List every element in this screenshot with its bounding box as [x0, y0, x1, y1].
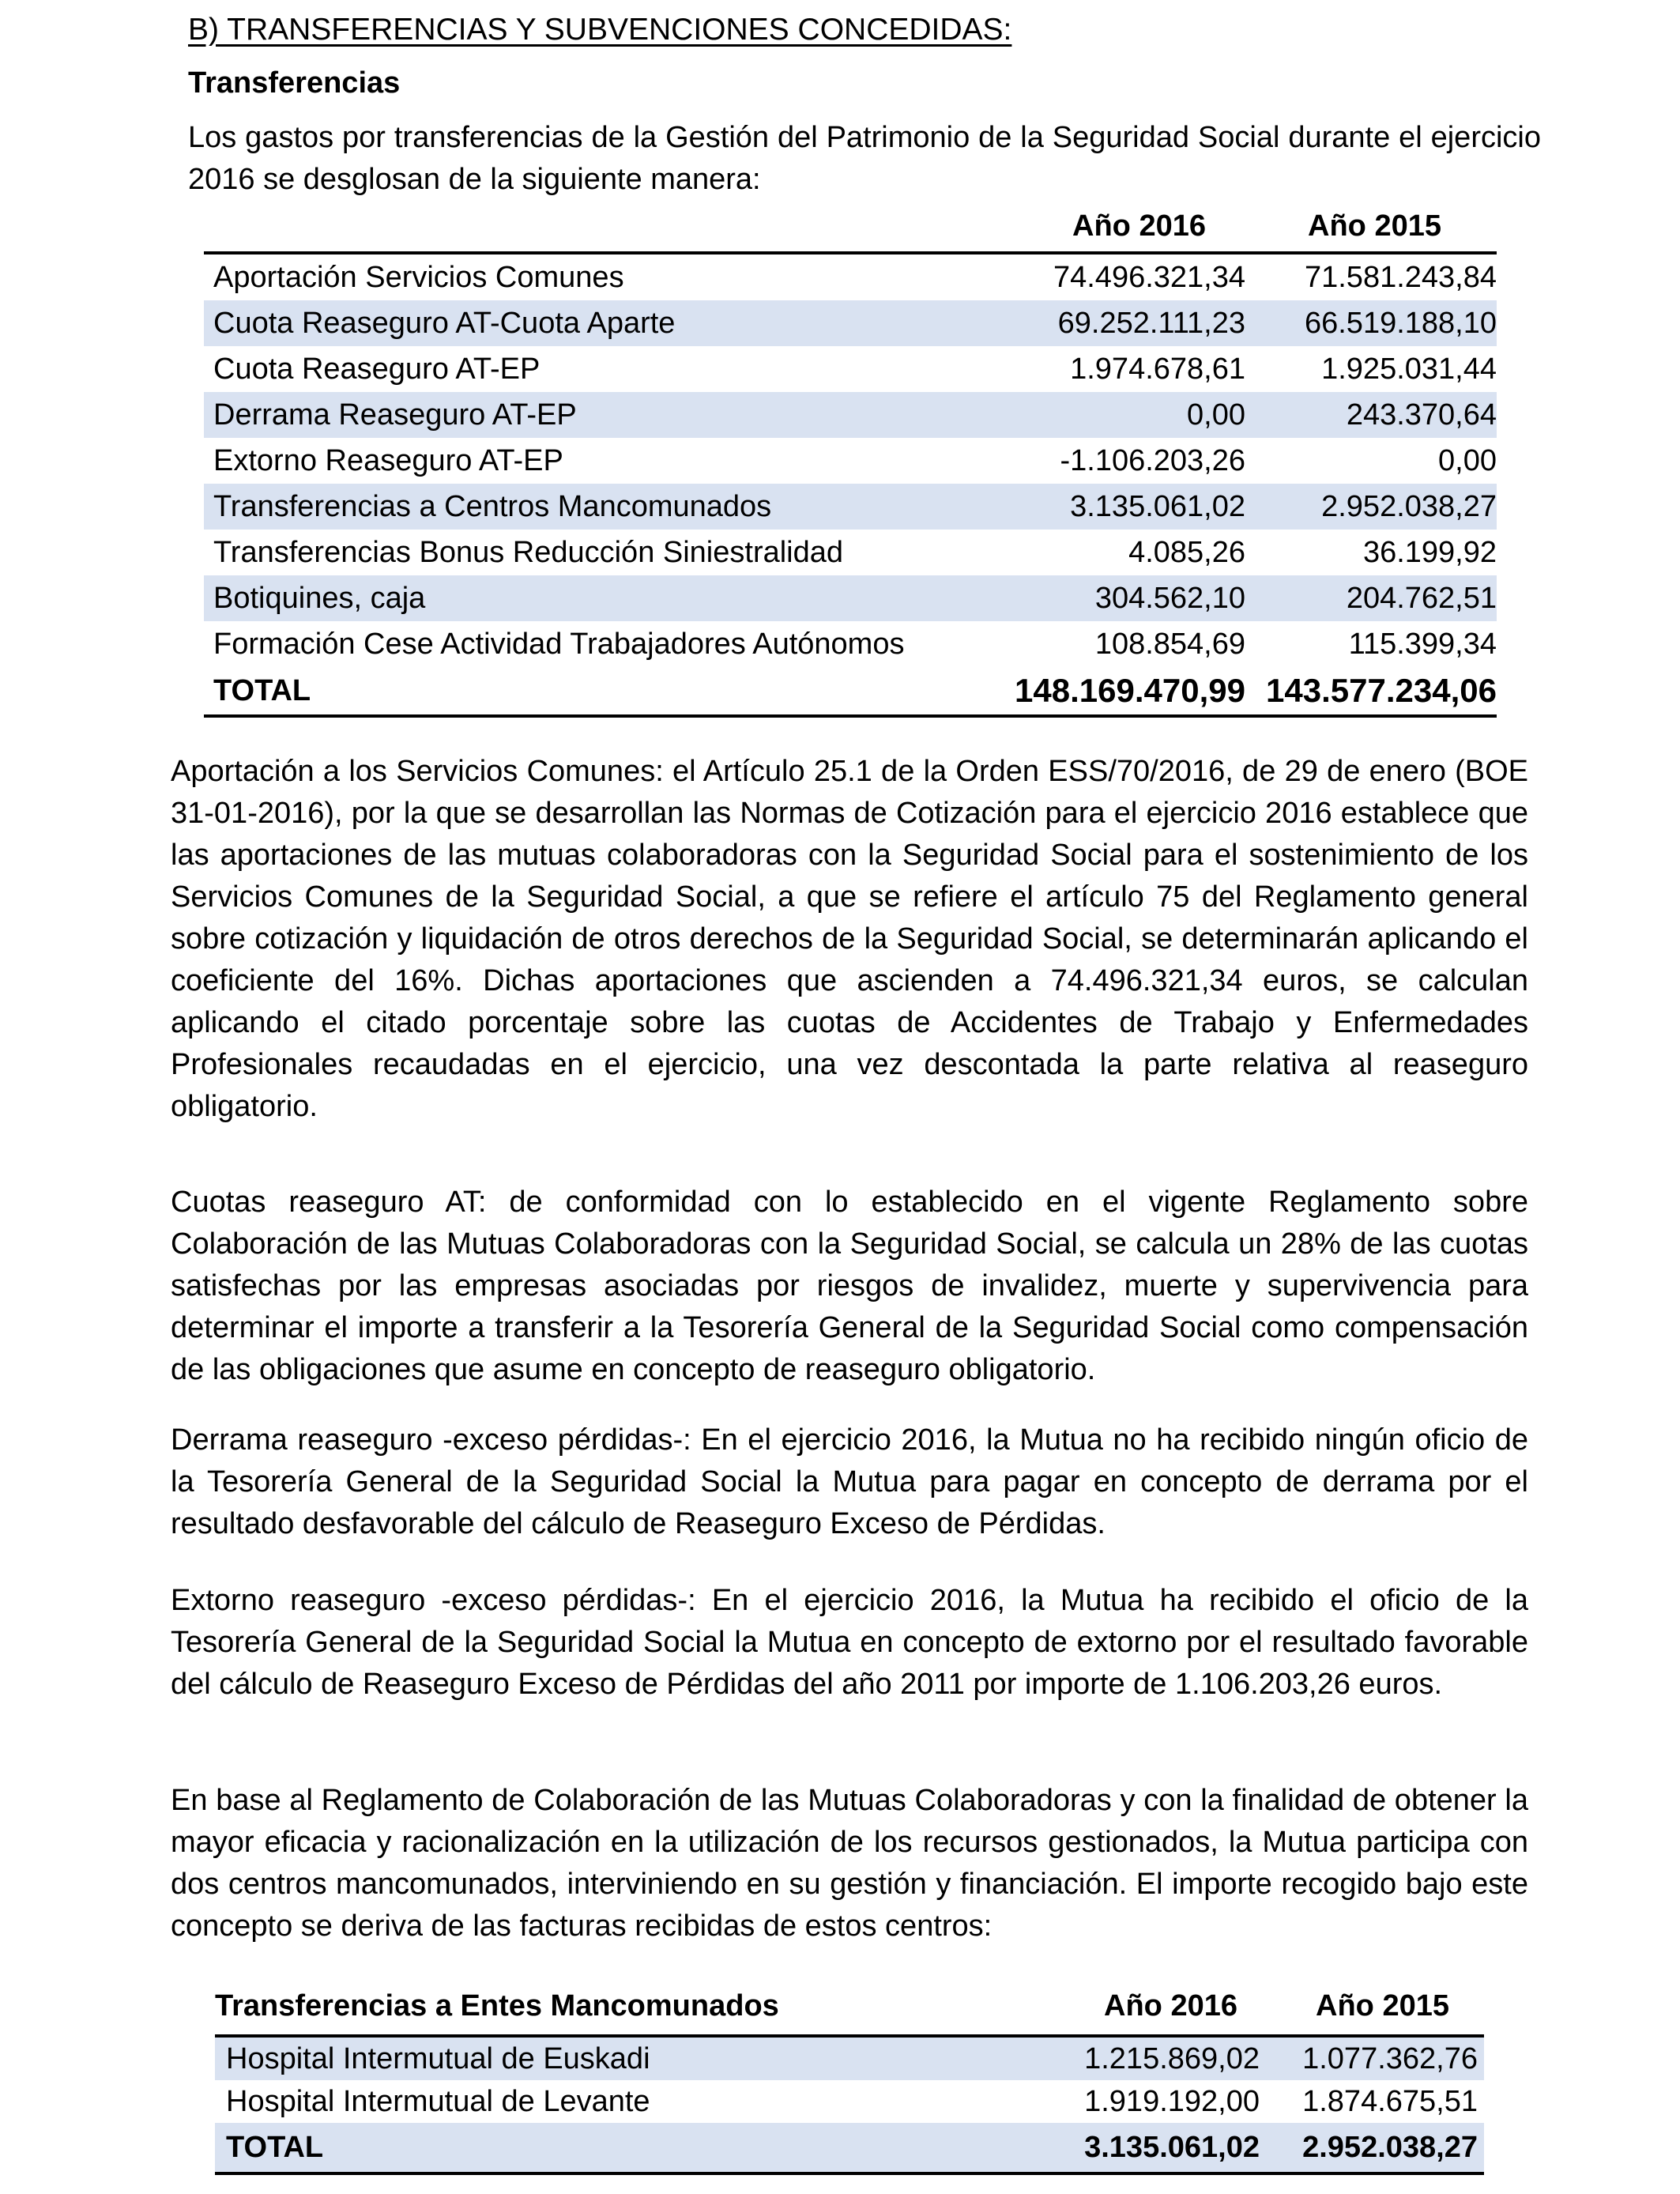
table-total-row	[215, 2123, 1484, 2173]
table-row	[204, 300, 1497, 346]
row-value-2016: 69.252.111,23	[997, 300, 1245, 346]
row-value-2016: 108.854,69	[1094, 627, 1245, 661]
table-row	[204, 253, 1497, 300]
paragraph-extorno: Extorno reaseguro -exceso pérdidas-: En el ejercicio 2016, la Mutua ha recibido el oficio de la Tesorería General de la Seguridad Social la Mutua en concepto de extorno por el resultado favorable del cálculo de Reaseguro Exceso de Pérdidas del año 2011 por importe de 1.106.203,26 euros.	[171, 1584, 1528, 1701]
table-row	[204, 392, 1497, 438]
header-year-2016: Año 2016	[1072, 209, 1206, 243]
subsection-title: Transferencias	[188, 66, 401, 100]
row-label: Cuota Reaseguro AT-Cuota Aparte	[204, 300, 997, 346]
table-row	[204, 346, 1497, 392]
row-value-2016: 1.974.678,61	[1070, 352, 1245, 386]
header-concept: Transferencias a Entes Mancomunados	[215, 1989, 779, 2022]
table-header-row	[204, 201, 1497, 253]
header-year-2015: Año 2015	[1308, 209, 1441, 243]
header-year-2016: Año 2016	[1104, 1989, 1237, 2022]
table-header-row	[215, 1977, 1484, 2036]
row-value-2016: 0,00	[997, 392, 1245, 438]
total-value-2016: 148.169.470,99	[1015, 672, 1245, 709]
row-value-2016: -1.106.203,26	[1060, 443, 1245, 477]
paragraph-centros-mancomunados: En base al Reglamento de Colaboración de las Mutuas Colaboradoras y con la finalidad de obtener la mayor eficacia y racionalización en la utilización de los recursos gestionados, la Mutua participa con dos centros mancomunados, interviniendo en su gestión y financiación. El importe recogido bajo este concepto se deriva de las facturas recibidas de estos centros:	[171, 1784, 1528, 1943]
paragraph-derrama: Derrama reaseguro -exceso pérdidas-: En el ejercicio 2016, la Mutua no ha recibido ningún oficio de la Tesorería General de la Seguridad Social la Mutua para pagar en concepto de derrama por el resultado desfavorable del cálculo de Reaseguro Exceso de Pérdidas.	[171, 1423, 1528, 1540]
row-label: Extorno Reaseguro AT-EP	[213, 443, 563, 477]
row-label: Transferencias Bonus Reducción Siniestralidad	[213, 535, 844, 569]
table-row	[204, 621, 1497, 667]
header-concept	[204, 201, 997, 253]
row-value-2015: 1.925.031,44	[1321, 352, 1497, 386]
table-row	[204, 530, 1497, 575]
table-row	[204, 438, 1497, 484]
paragraph-cuotas-reaseguro: Cuotas reaseguro AT: de conformidad con lo establecido en el vigente Reglamento sobre Colaboración de las Mutuas Colaboradoras con la Seguridad Social, se calcula un 28% de las cuotas satisfechas por las empresas asociadas por riesgos de invalidez, muerte y supervivencia para determinar el importe a transferir a la Tesorería General de la Seguridad Social como compensación de las obligaciones que asume en concepto de reaseguro obligatorio.	[171, 1186, 1528, 1386]
row-value-2015: 115.399,34	[1348, 627, 1497, 661]
total-value-2016: 3.135.061,02	[1029, 2123, 1266, 2173]
row-value-2015: 71.581.243,84	[1304, 260, 1497, 294]
table-row	[215, 2036, 1484, 2080]
total-value-2015: 2.952.038,27	[1266, 2123, 1484, 2173]
header-year-2015: Año 2015	[1316, 1989, 1449, 2022]
row-value-2015: 204.762,51	[1245, 575, 1497, 621]
row-label: Botiquines, caja	[204, 575, 997, 621]
row-value-2016: 74.496.321,34	[1053, 260, 1245, 294]
total-value-2015: 143.577.234,06	[1266, 672, 1497, 709]
table-row	[204, 484, 1497, 530]
row-value-2015: 1.874.675,51	[1302, 2084, 1478, 2118]
row-value-2015: 2.952.038,27	[1245, 484, 1497, 530]
paragraph-servicios-comunes: Aportación a los Servicios Comunes: el Artículo 25.1 de la Orden ESS/70/2016, de 29 de enero (BOE 31-01-2016), por la que se desarrollan las Normas de Cotización para el ejercicio 2016 establece que las aportaciones de las mutuas colaboradoras con la Seguridad Social para el sostenimiento de los Servicios Comunes de la Seguridad Social, a que se refiere el artículo 75 del Reglamento general sobre cotización y liquidación de otros derechos de la Seguridad Social, se determinarán aplicando el coeficiente del 16%. Dichas aportaciones que ascienden a 74.496.321,34 euros, se calculan aplicando el citado porcentaje sobre las cuotas de Accidentes de Trabajo y Enfermedades Profesionales recaudadas en el ejercicio, una vez descontada la parte relativa al reaseguro obligatorio.	[171, 755, 1528, 1123]
row-label: Aportación Servicios Comunes	[213, 260, 624, 294]
row-value-2016: 1.919.192,00	[1084, 2084, 1260, 2118]
total-label: TOTAL	[215, 2123, 1029, 2173]
row-label: Transferencias a Centros Mancomunados	[204, 484, 997, 530]
table-row	[215, 2080, 1484, 2123]
mancomunados-table	[215, 1977, 1484, 2175]
row-value-2015: 243.370,64	[1245, 392, 1497, 438]
row-label: Cuota Reaseguro AT-EP	[213, 352, 541, 386]
row-value-2015: 0,00	[1438, 443, 1497, 477]
section-title: B) TRANSFERENCIAS Y SUBVENCIONES CONCEDIDAS:	[188, 13, 1012, 47]
row-label: Formación Cese Actividad Trabajadores Autónomos	[213, 627, 905, 661]
transfers-table	[204, 201, 1497, 718]
row-value-2015: 1.077.362,76	[1266, 2036, 1484, 2080]
row-value-2016: 3.135.061,02	[997, 484, 1245, 530]
row-label: Derrama Reaseguro AT-EP	[204, 392, 997, 438]
intro-paragraph: Los gastos por transferencias de la Gestión del Patrimonio de la Seguridad Social durante el ejercicio 2016 se desglosan de la siguiente manera:	[188, 121, 1541, 196]
table-total-row	[204, 667, 1497, 716]
table-row	[204, 575, 1497, 621]
row-value-2016: 1.215.869,02	[1029, 2036, 1266, 2080]
row-value-2016: 4.085,26	[1128, 535, 1245, 569]
row-value-2016: 304.562,10	[997, 575, 1245, 621]
row-label: Hospital Intermutual de Levante	[226, 2084, 650, 2118]
total-label: TOTAL	[213, 673, 311, 707]
row-label: Hospital Intermutual de Euskadi	[215, 2036, 1029, 2080]
row-value-2015: 36.199,92	[1362, 535, 1497, 569]
row-value-2015: 66.519.188,10	[1245, 300, 1497, 346]
